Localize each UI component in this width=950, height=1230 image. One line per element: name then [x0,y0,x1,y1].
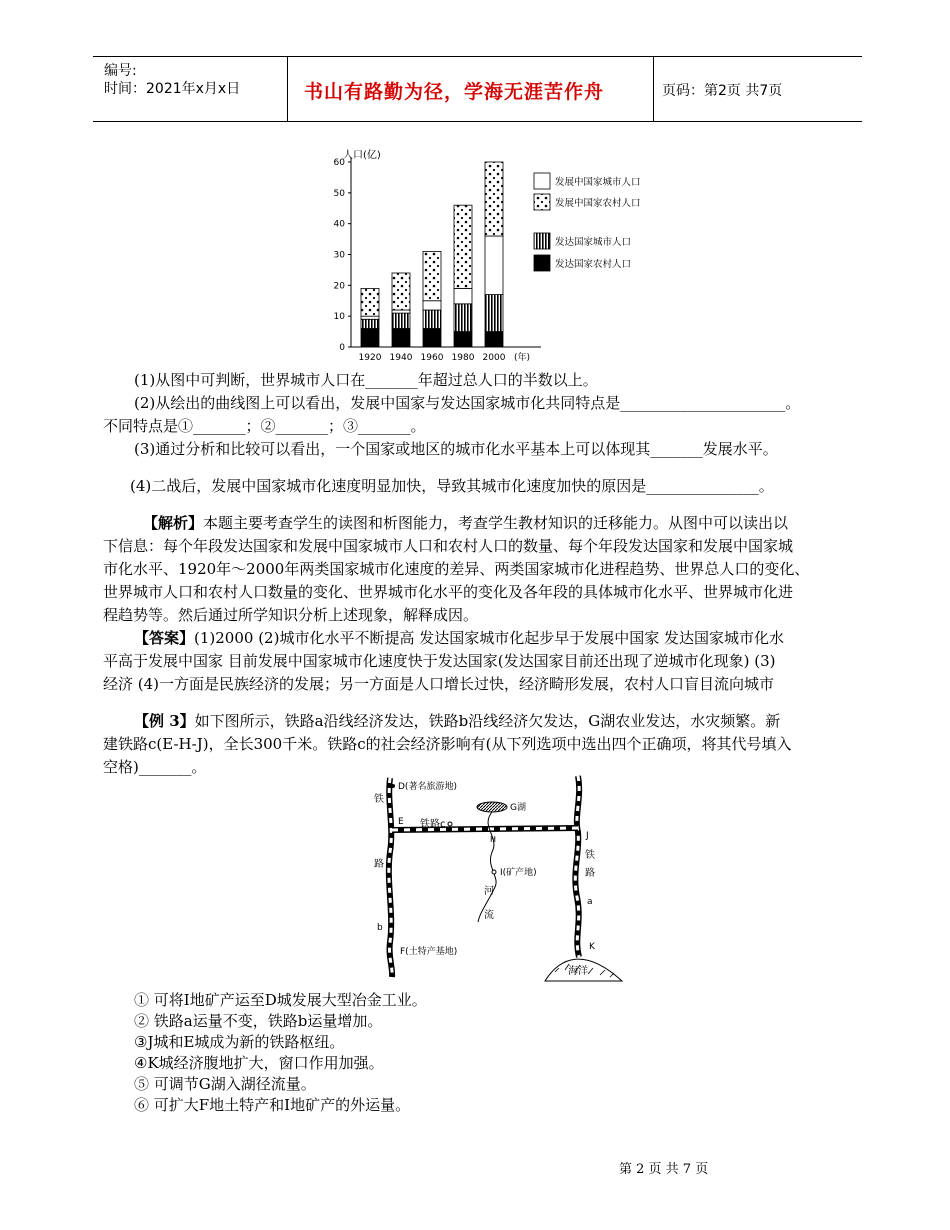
y-tick-label: 60 [333,158,345,168]
label-j: J [586,831,589,841]
bar-segment [361,319,379,328]
y-tick-label: 10 [333,312,345,323]
x-tick-label: 1960 [420,353,444,363]
analysis-label: 【解析】 [143,514,204,532]
label-river-1: 河 [484,886,494,897]
header-divider-right [653,56,654,122]
example3-line-1 [134,710,780,733]
x-tick-label: 1940 [389,353,413,363]
bar-segment [423,329,441,348]
analysis-text-1: 本题主要考查学生的读图和析图能力，考查学生教材知识的迁移能力。从图中可以读出以 [203,514,789,532]
label-rail-left-2: 路 [374,859,384,870]
bar-segment [485,295,503,332]
mine-i-marker [492,870,496,874]
bar-segment [454,304,472,332]
bar-segment [361,329,379,348]
header-time: 时间：2021年x月x日 [104,81,241,97]
legend-label: 发展中国家农村人口 [555,198,641,209]
bar-segment [361,288,379,316]
lake-g [477,802,507,812]
answer-line-1 [134,627,784,650]
label-river-2: 流 [484,910,494,921]
page-footer: 第 2 页 共 7 页 [619,1162,709,1177]
bar-segment [423,310,441,329]
legend-swatch [534,173,550,189]
option-1: ① 可将I地矿产运至D城发展大型冶金工业。 [134,991,427,1009]
label-g: G湖 [510,803,526,813]
bar-segment [423,301,441,310]
example3-line-3: 空格)_______。 [103,758,207,776]
label-f: F(土特产基地) [400,947,458,957]
railway-map [360,772,640,984]
bar-segment [361,316,379,319]
analysis-line-5: 程趋势等。然后通过所学知识分析上述现象，解释成因。 [103,606,479,624]
label-a: a [587,897,593,907]
bar-segment [454,332,472,347]
example3-label: 【例 3】 [134,712,195,730]
label-d: D(著名旅游地) [398,782,457,792]
answer-text-1: (1)2000 (2)城市化水平不断提高 发达国家城市化起步早于发展中国家 发达国家城市化水 [194,629,784,647]
option-4: ④K城经济腹地扩大，窗口作用加强。 [134,1054,384,1072]
header-number: 编号: [104,63,137,79]
question-3: (3)通过分析和比较可以看出，一个国家或地区的城市化水平基本上可以体现其_______发展水平。 [134,440,778,458]
label-sea: 海洋 [568,966,588,977]
bar-segment [392,310,410,313]
railway-c-circle [448,822,452,826]
legend-label: 发展中国家城市人口 [555,177,641,188]
answer-label: 【答案】 [134,629,195,647]
label-railway-c: 铁路c [420,819,446,830]
city-d-marker [391,784,395,788]
label-h: H [490,835,497,844]
label-rail-right-1: 铁 [585,850,595,861]
answer-line-3: 经济 (4)一方面是民族经济的发展；另一方面是人口增长过快，经济畸形发展，农村人口盲目流向城市 [103,675,775,693]
legend-swatch [534,194,550,210]
population-chart [320,140,680,368]
label-rail-left-1: 铁 [374,794,384,805]
x-tick-label: 2000 [482,353,506,363]
y-tick-label: 0 [339,343,345,353]
bar-segment [392,329,410,348]
bar-segment [454,288,472,303]
x-axis-unit: (年) [514,353,531,363]
x-tick-label: 1980 [451,353,475,363]
legend-label: 发达国家农村人口 [555,259,632,270]
header-page: 页码：第2页 共7页 [662,83,783,99]
analysis-line-3: 市化水平、1920年～2000年两类国家城市化速度的差异、两类国家城市化进程趋势、世界总人口的变化、 [103,560,810,578]
example3-line-2: 建铁路c(E-H-J)，全长300千米。铁路c的社会经济影响有(从下列选项中选出四个正确项，将其代号填入 [103,735,792,753]
y-tick-label: 30 [333,250,345,261]
y-axis-label: 人口(亿) [343,150,381,161]
option-5: ⑤ 可调节G湖入湖径流量。 [134,1075,316,1093]
bar-segment [485,236,503,295]
label-b: b [377,923,383,933]
option-3: ③J城和E城成为新的铁路枢纽。 [134,1033,345,1051]
option-6: ⑥ 可扩大F地土特产和I地矿产的外运量。 [134,1096,411,1114]
bar-segment [392,313,410,328]
legend-swatch [534,233,550,249]
x-tick-label: 1920 [358,353,382,363]
bar-segment [454,205,472,288]
analysis-line-4: 世界城市人口和农村人口数量的变化、世界城市化水平的变化及各年段的具体城市化水平、世界城市化进 [103,583,794,601]
question-4: (4)二战后，发展中国家城市化速度明显加快，导致其城市化速度加快的原因是_______________。 [130,477,774,495]
legend-label: 发达国家城市人口 [555,237,632,248]
y-tick-label: 50 [333,188,345,199]
bar-segment [392,273,410,310]
question-1: (1)从图中可判断，世界城市人口在_______年超过总人口的半数以上。 [134,371,598,389]
answer-line-2: 平高于发展中国家 目前发展中国家城市化速度快于发达国家(发达国家目前还出现了逆城市化现象) (3) [103,652,776,670]
label-e: E [398,817,404,827]
bar-segment [485,162,503,236]
label-i: I(矿产地) [500,868,537,878]
header-motto: 书山有路勤为径，学海无涯苦作舟 [304,81,605,103]
example3-text-1: 如下图所示，铁路a沿线经济发达，铁路b沿线经济欠发达，G湖农业发达，水灾频繁。新 [194,712,781,730]
header-divider-left [287,56,288,122]
header-bottom-rule [93,121,862,122]
label-k: K [589,942,595,952]
railway-b-line [389,778,392,977]
question-2b: 不同特点是①_______；②_______；③_______。 [103,417,426,435]
option-2: ② 铁路a运量不变，铁路b运量增加。 [134,1012,383,1030]
y-tick-label: 20 [333,281,345,292]
y-tick-label: 40 [333,219,345,230]
bar-segment [485,332,503,347]
legend-swatch [534,255,550,271]
analysis-line-1 [143,512,788,535]
analysis-line-2: 下信息：每个年段发达国家和发展中国家城市人口和农村人口的数量、每个年段发达国家和发展中国家城 [103,537,794,555]
header-top-rule [93,56,862,57]
bar-segment [423,251,441,300]
question-2a: (2)从绘出的曲线图上可以看出，发展中国家与发达国家城市化共同特点是______________________。 [134,394,801,412]
label-rail-right-2: 路 [585,868,595,879]
